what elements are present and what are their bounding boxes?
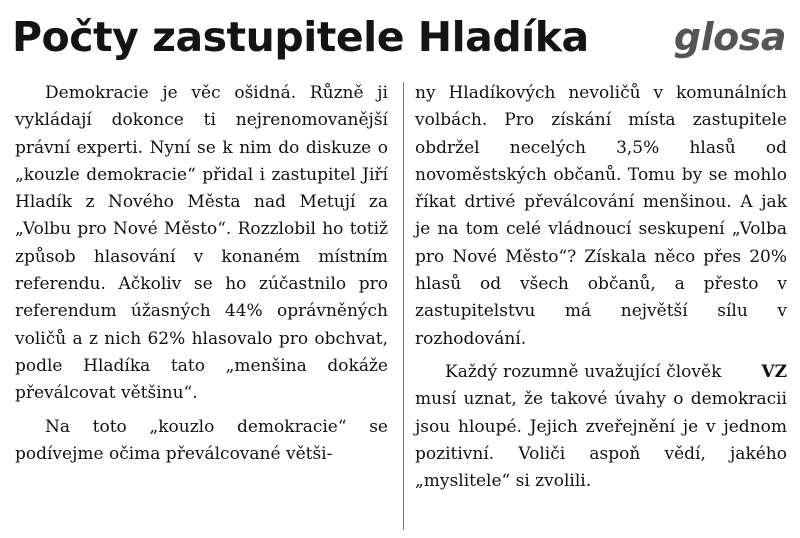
section-tag: glosa: [673, 15, 786, 59]
paragraph: Demokracie je věc ošidná. Různě ji vykládají dokonce ti nejrenomovanější právní experti. Nyní se k nim do diskuze o „kouzle demokracie“ přidal i zastupitel Jiří Hladík z Nového Města nad Metují za „Volbu pro Nové Město“. Rozzlobil ho totiž způsob hlasování v konaném místním referendu. Ačkoliv se ho zúčastnilo pro referendum úžasných 44% oprávněných voličů a z nich 62% hlasovalo pro obchvat, podle Hladíka tato „menšina dokáže převálcovat většinu“.: [15, 83, 388, 404]
paragraph-text: Každý rozumně uvažující člověk musí uznat, že takové úvahy o demokracii jsou hloupé. Jejich zveřejnění je v jednom pozitivní. Voliči aspoň vědí, jakého „myslitele“ si zvolili.: [415, 361, 787, 492]
paragraph: ny Hladíkových nevoličů v komunálních volbách. Pro získání místa zastupitele obdržel necelých 3,5% hlasů od novoměstských občanů. Tomu by se mohlo říkat drtivé převálcování menšinou. A jak je na tom celé vládnoucí seskupení „Volba pro Nové Město“? Získala něco přes 20% hlasů od všech občanů, a přesto v zastupitelstvu má největší sílu v rozhodování.: [415, 83, 787, 349]
left-column: [15, 80, 388, 468]
paragraph: Na toto „kouzlo demokracie“ se podívejme očima převálcované větši-: [15, 416, 388, 464]
column-divider: [403, 82, 404, 530]
author-signature: VZ: [761, 361, 787, 382]
paragraph-final: [415, 359, 787, 495]
article-headline: Počty zastupitele Hladíka: [12, 13, 589, 61]
right-column: [415, 80, 787, 495]
